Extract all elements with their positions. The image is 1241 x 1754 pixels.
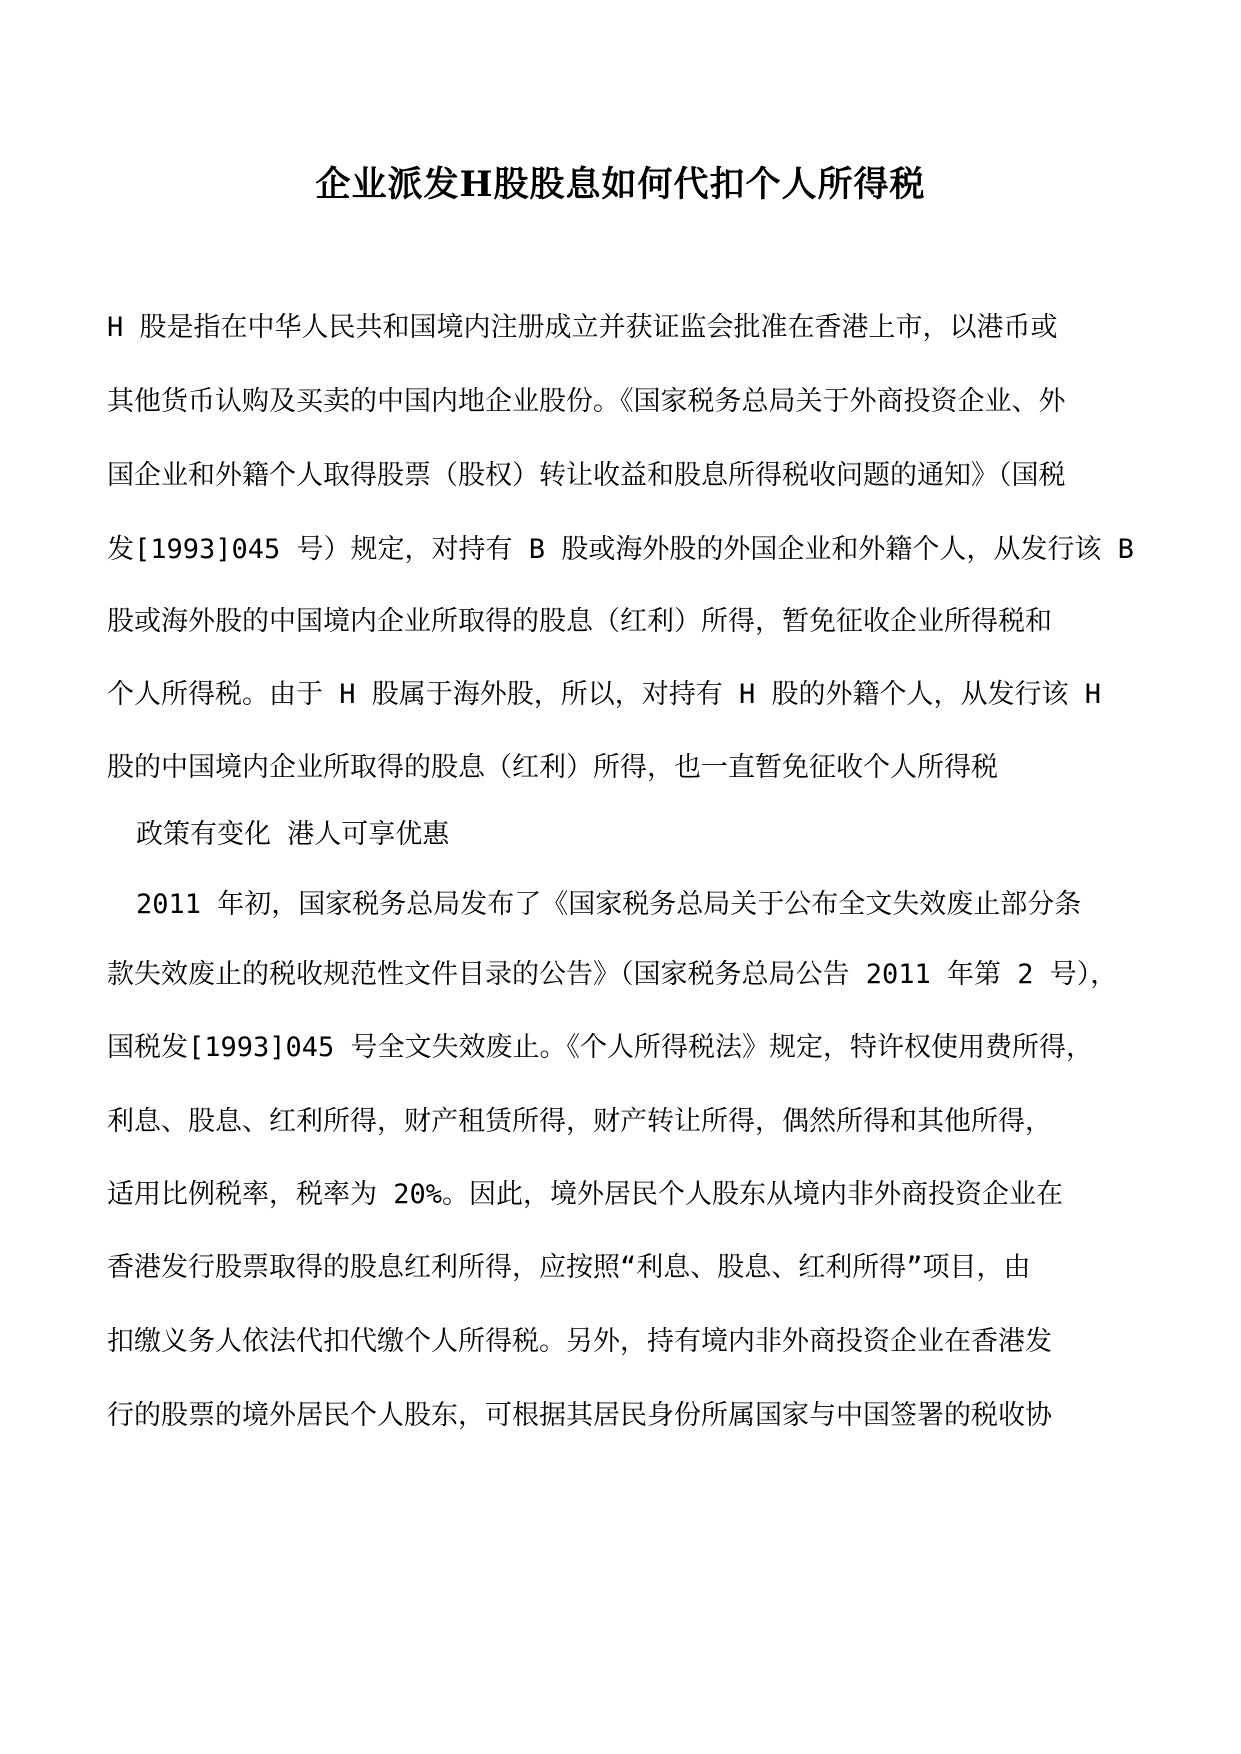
paragraph-line: 款失效废止的税收规范性文件目录的公告》（国家税务总局公告 2011 年第 2 号），	[107, 959, 1118, 990]
paragraph-line: 发[1993]045 号）规定，对持有 B 股或海外股的外国企业和外籍个人，从发行该 B	[107, 534, 1134, 565]
paragraph-line: 其他货币认购及买卖的中国内地企业股份。《国家税务总局关于外商投资企业、外	[107, 386, 1066, 417]
paragraph-line: 国企业和外籍个人取得股票（股权）转让收益和股息所得税收问题的通知》（国税	[107, 460, 1066, 491]
paragraph-line: 2011 年初，国家税务总局发布了《国家税务总局关于公布全文失效废止部分条	[136, 889, 1082, 920]
paragraph-line: 扣缴义务人依法代扣代缴个人所得税。另外，持有境内非外商投资企业在香港发	[107, 1326, 1052, 1357]
paragraph-line: 国税发[1993]045 号全文失效废止。《个人所得税法》规定，特许权使用费所得，	[107, 1032, 1094, 1063]
paragraph-line: 股或海外股的中国境内企业所取得的股息（红利）所得，暂免征收企业所得税和	[107, 606, 1052, 637]
paragraph-line: 股的中国境内企业所取得的股息（红利）所得，也一直暂免征收个人所得税	[107, 752, 998, 783]
paragraph-line: 适用比例税率，税率为 20%。因此，境外居民个人股东从境内非外商投资企业在	[107, 1179, 1064, 1210]
section-heading: 政策有变化 港人可享优惠	[136, 819, 450, 850]
document-title: 企业派发H股股息如何代扣个人所得税	[315, 164, 926, 205]
paragraph-line: 个人所得税。由于 H 股属于海外股，所以，对持有 H 股的外籍个人，从发行该 H	[107, 679, 1102, 710]
paragraph-line: 利息、股息、红利所得，财产租赁所得，财产转让所得，偶然所得和其他所得，	[107, 1106, 1052, 1137]
paragraph-line: H 股是指在中华人民共和国境内注册成立并获证监会批准在香港上市，以港币或	[107, 312, 1058, 343]
paragraph-line: 行的股票的境外居民个人股东，可根据其居民身份所属国家与中国签署的税收协	[107, 1400, 1052, 1431]
paragraph-line: 香港发行股票取得的股息红利所得，应按照“利息、股息、红利所得”项目，由	[107, 1252, 1031, 1283]
